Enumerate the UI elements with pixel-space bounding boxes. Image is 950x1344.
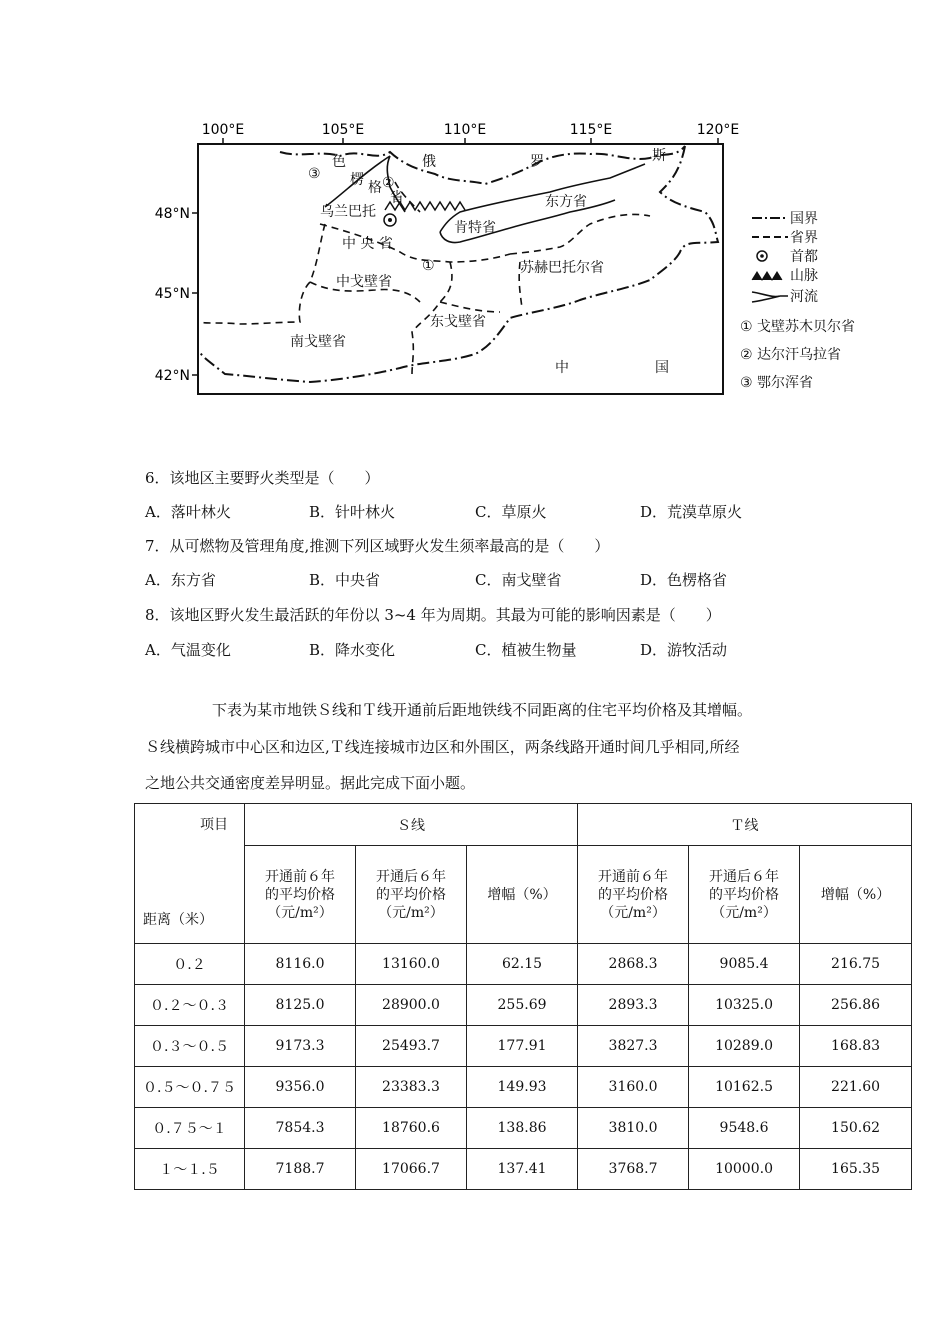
question-8: 8．该地区野火发生最活跃的年份以 3~4 年为周期。其最为可能的影响因素是（ ） bbox=[145, 606, 721, 624]
table-cell: 2893.3 bbox=[578, 985, 689, 1026]
table-row bbox=[135, 1149, 912, 1190]
table-cell: １～１.５ bbox=[135, 1149, 245, 1190]
table-cell: 62.15 bbox=[467, 944, 578, 985]
table-cell: ０.２～０.３ bbox=[135, 985, 245, 1026]
river-icon bbox=[752, 292, 788, 302]
table-cell: 7854.3 bbox=[245, 1108, 356, 1149]
option-c[interactable]: C．草原火 bbox=[475, 503, 547, 521]
option-b[interactable]: B．中央省 bbox=[309, 571, 381, 589]
col-header: 开通前６年 的平均价格 （元/m²） bbox=[245, 846, 356, 944]
table-cell: 3827.3 bbox=[578, 1026, 689, 1067]
option-d[interactable]: D．游牧活动 bbox=[640, 641, 728, 659]
table-cell: 7188.7 bbox=[245, 1149, 356, 1190]
lat-label: 45°N bbox=[154, 286, 190, 302]
legend-label: ③ 鄂尔浑省 bbox=[740, 375, 814, 391]
label-num: ① bbox=[422, 258, 435, 274]
table-row bbox=[135, 985, 912, 1026]
option-a[interactable]: A．落叶林火 bbox=[145, 503, 231, 521]
table-cell: 25493.7 bbox=[356, 1026, 467, 1067]
label-russia: 斯 bbox=[652, 148, 666, 164]
lon-label: 120°E bbox=[696, 122, 740, 138]
legend-label: ① 戈壁苏木贝尔省 bbox=[740, 319, 856, 335]
table-cell: ０.３～０.５ bbox=[135, 1026, 245, 1067]
table-row bbox=[135, 1108, 912, 1149]
table-cell: 9548.6 bbox=[689, 1108, 800, 1149]
table-cell: 3768.7 bbox=[578, 1149, 689, 1190]
corner-bottom-label: 距离（米） bbox=[143, 912, 213, 928]
lon-label: 115°E bbox=[569, 122, 613, 138]
lon-label: 105°E bbox=[321, 122, 365, 138]
label-ulaanbaatar: 乌兰巴托 bbox=[320, 204, 376, 220]
table-cell: 17066.7 bbox=[356, 1149, 467, 1190]
option-d[interactable]: D．荒漠草原火 bbox=[640, 503, 743, 521]
label-china: 国 bbox=[655, 360, 669, 376]
legend-label: 省界 bbox=[790, 230, 818, 246]
col-header: 增幅（%） bbox=[467, 846, 578, 944]
capital-icon bbox=[757, 251, 767, 261]
label-selenge: 楞 bbox=[350, 172, 364, 188]
label-num: ② bbox=[382, 175, 395, 191]
table-row bbox=[135, 944, 912, 985]
table-cell: 13160.0 bbox=[356, 944, 467, 985]
table-cell: 149.93 bbox=[467, 1067, 578, 1108]
legend-label: ② 达尔汗乌拉省 bbox=[740, 347, 842, 363]
intro-line-1: 下表为某市地铁Ｓ线和Ｔ线开通前后距地铁线不同距离的住宅平均价格及其增幅。 bbox=[212, 701, 753, 719]
option-c[interactable]: C．南戈壁省 bbox=[475, 571, 562, 589]
intro-line-3: 之地公共交通密度差异明显。据此完成下面小题。 bbox=[145, 774, 476, 792]
national-border bbox=[200, 146, 718, 382]
table-cell: 138.86 bbox=[467, 1108, 578, 1149]
col-header: 开通后６年 的平均价格 （元/m²） bbox=[689, 846, 800, 944]
label-sukhbaatar: 苏赫巴托尔省 bbox=[520, 260, 604, 276]
table-cell: 23383.3 bbox=[356, 1067, 467, 1108]
table-cell: ０.７５～１ bbox=[135, 1108, 245, 1149]
table-cell: ０.２ bbox=[135, 944, 245, 985]
table-cell: 8116.0 bbox=[245, 944, 356, 985]
col-header: 增幅（%） bbox=[800, 846, 912, 944]
table-cell: 3810.0 bbox=[578, 1108, 689, 1149]
table-corner bbox=[135, 804, 245, 944]
lon-label: 100°E bbox=[201, 122, 245, 138]
label-selenge: 格 bbox=[368, 180, 382, 196]
label-russia: 罗 bbox=[530, 154, 544, 170]
col-header: 开通后６年 的平均价格 （元/m²） bbox=[356, 846, 467, 944]
table-cell: 137.41 bbox=[467, 1149, 578, 1190]
label-dornogovi: 东戈壁省 bbox=[430, 314, 486, 330]
table-cell: 18760.6 bbox=[356, 1108, 467, 1149]
legend-label: 国界 bbox=[790, 211, 818, 227]
table-cell: 3160.0 bbox=[578, 1067, 689, 1108]
label-num: ③ bbox=[308, 166, 321, 182]
table-cell: 10000.0 bbox=[689, 1149, 800, 1190]
corner-top-label: 项目 bbox=[200, 817, 228, 833]
label-russia: 俄 bbox=[422, 154, 436, 170]
table-cell: 8125.0 bbox=[245, 985, 356, 1026]
option-d[interactable]: D．色楞格省 bbox=[640, 571, 728, 589]
table-cell: 150.62 bbox=[800, 1108, 912, 1149]
table-cell: 10325.0 bbox=[689, 985, 800, 1026]
question-7: 7．从可燃物及管理角度,推测下列区域野火发生须率最高的是（ ） bbox=[145, 537, 610, 555]
map-frame bbox=[198, 144, 723, 394]
group-header-s: Ｓ线 bbox=[245, 804, 578, 846]
option-c[interactable]: C．植被生物量 bbox=[475, 641, 577, 659]
map-legend bbox=[740, 211, 855, 391]
table-cell: 9085.4 bbox=[689, 944, 800, 985]
legend-label: 山脉 bbox=[790, 268, 818, 284]
label-russia: 色 bbox=[332, 154, 346, 170]
label-dornod: 东方省 bbox=[545, 194, 587, 210]
lat-label: 42°N bbox=[154, 368, 190, 384]
question-6: 6．该地区主要野火类型是（ ） bbox=[145, 469, 380, 487]
mongolia-map bbox=[150, 112, 910, 412]
legend-label: 首都 bbox=[790, 249, 818, 265]
label-khentii: 肯特省 bbox=[454, 220, 496, 236]
table-cell: 9356.0 bbox=[245, 1067, 356, 1108]
lat-label: 48°N bbox=[154, 206, 190, 222]
label-dundgovi: 中戈壁省 bbox=[336, 274, 392, 290]
table-cell: 10162.5 bbox=[689, 1067, 800, 1108]
table-cell: 255.69 bbox=[467, 985, 578, 1026]
table-cell: 216.75 bbox=[800, 944, 912, 985]
price-table bbox=[134, 803, 912, 1190]
table-cell: 165.35 bbox=[800, 1149, 912, 1190]
lon-label: 110°E bbox=[443, 122, 487, 138]
table-cell: 168.83 bbox=[800, 1026, 912, 1067]
table-cell: 2868.3 bbox=[578, 944, 689, 985]
table-row bbox=[135, 1026, 912, 1067]
table-row bbox=[135, 1067, 912, 1108]
table-cell: 221.60 bbox=[800, 1067, 912, 1108]
table-cell: ０.５～０.７５ bbox=[135, 1067, 245, 1108]
table-cell: 177.91 bbox=[467, 1026, 578, 1067]
table-cell: 9173.3 bbox=[245, 1026, 356, 1067]
legend-label: 河流 bbox=[790, 289, 818, 305]
label-china: 中 bbox=[555, 360, 569, 376]
col-header: 开通前６年 的平均价格 （元/m²） bbox=[578, 846, 689, 944]
option-b[interactable]: B．针叶林火 bbox=[309, 503, 396, 521]
table-cell: 10289.0 bbox=[689, 1026, 800, 1067]
group-header-t: Ｔ线 bbox=[578, 804, 912, 846]
option-a[interactable]: A．东方省 bbox=[145, 571, 216, 589]
label-tov: 中 央 省 bbox=[342, 236, 393, 252]
table-cell: 256.86 bbox=[800, 985, 912, 1026]
table-cell: 28900.0 bbox=[356, 985, 467, 1026]
label-selenge: 省 bbox=[390, 190, 404, 206]
option-a[interactable]: A．气温变化 bbox=[145, 641, 231, 659]
option-b[interactable]: B．降水变化 bbox=[309, 641, 396, 659]
mountain-icon bbox=[752, 272, 782, 280]
label-umnugovi: 南戈壁省 bbox=[290, 334, 346, 350]
capital-marker bbox=[384, 214, 396, 226]
intro-line-2: Ｓ线横跨城市中心区和边区,Ｔ线连接城市边区和外围区，两条线路开通时间几乎相同,所经 bbox=[145, 738, 740, 756]
